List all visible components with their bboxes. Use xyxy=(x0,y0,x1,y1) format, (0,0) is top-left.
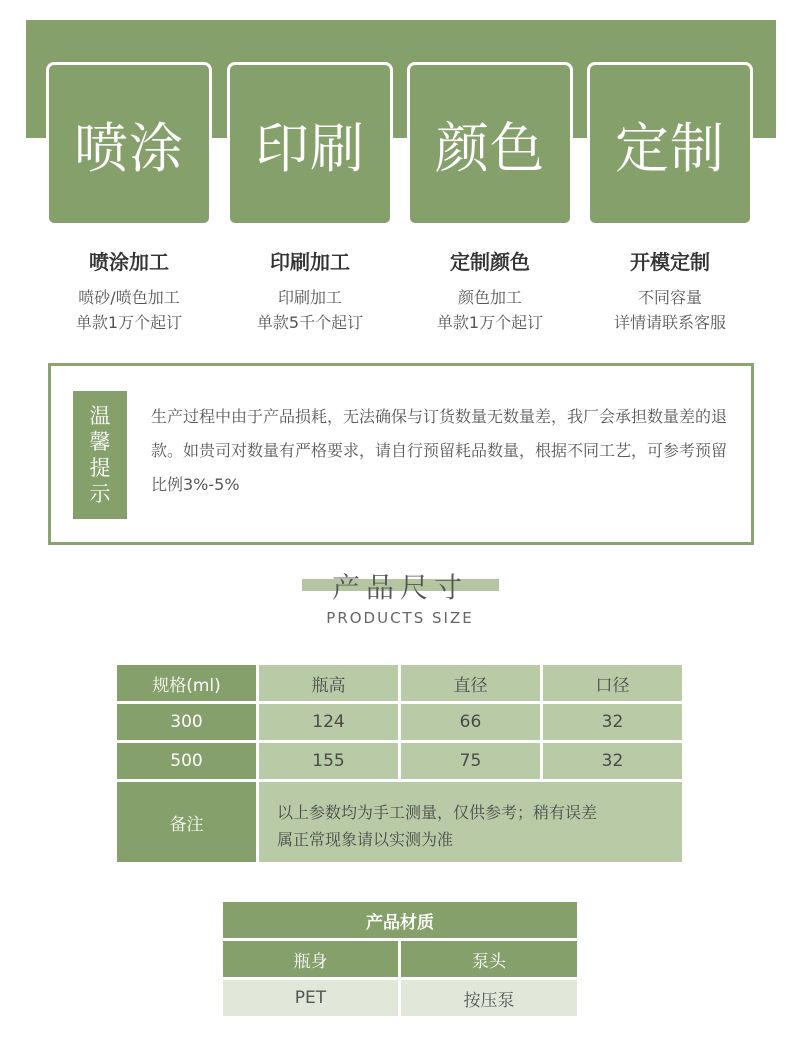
material-header-cell: 瓶身 xyxy=(223,941,398,977)
service-title: 开模定制 xyxy=(630,250,710,274)
service-card-color-label: 颜色 xyxy=(435,116,545,180)
material-value-cell: PET xyxy=(223,980,398,1016)
table-cell: 32 xyxy=(543,704,682,740)
service-card-custom-label: 定制 xyxy=(615,116,725,180)
table-note-line: 以上参数均为手工测量，仅供参考；稍有误差 xyxy=(277,803,598,822)
table-note-line: 属正常现象请以实测为准 xyxy=(277,830,454,849)
section-subtitle: PRODUCTS SIZE xyxy=(326,609,474,627)
service-desc-custom xyxy=(570,246,770,335)
material-value-cell: 按压泵 xyxy=(401,980,577,1016)
notice-tag-char: 馨 xyxy=(89,430,111,454)
table-header-cell: 直径 xyxy=(401,665,540,701)
table-cell: 155 xyxy=(259,743,398,779)
section-title: 产品尺寸 xyxy=(331,571,468,604)
material-header-cell: 泵头 xyxy=(401,941,577,977)
service-line: 喷砂/喷色加工 xyxy=(78,288,180,307)
table-cell: 66 xyxy=(401,704,540,740)
service-line: 详情请联系客服 xyxy=(613,313,726,332)
service-line: 单款1万个起订 xyxy=(436,313,544,332)
table-cell: 75 xyxy=(401,743,540,779)
notice-tag-char: 温 xyxy=(89,404,111,428)
service-line: 颜色加工 xyxy=(457,288,522,307)
table-row-label: 500 xyxy=(117,743,256,779)
notice-box xyxy=(48,363,754,545)
service-card-spray-label: 喷涂 xyxy=(74,116,184,180)
table-note xyxy=(259,782,682,862)
service-desc-spray xyxy=(29,246,229,335)
table-cell: 32 xyxy=(543,743,682,779)
table-header-cell: 口径 xyxy=(543,665,682,701)
notice-tag-char: 示 xyxy=(89,482,111,506)
service-card-spray xyxy=(46,62,212,226)
notice-tag-char: 提 xyxy=(89,456,111,480)
service-title: 定制颜色 xyxy=(450,250,530,274)
service-line: 单款1万个起订 xyxy=(75,313,183,332)
service-desc-print xyxy=(210,246,410,335)
service-title: 喷涂加工 xyxy=(89,250,169,274)
service-line: 印刷加工 xyxy=(277,288,342,307)
material-table-title: 产品材质 xyxy=(223,902,577,938)
service-line: 不同容量 xyxy=(637,288,702,307)
notice-text: 生产过程中由于产品损耗，无法确保与订货数量无数量差，我厂会承担数量差的退款。如贵司对数量有严格要求，请自行预留耗品数量，根据不同工艺，可参考预留比例3%-5% xyxy=(151,407,728,494)
table-cell: 124 xyxy=(259,704,398,740)
service-card-custom xyxy=(587,62,753,226)
table-note-label: 备注 xyxy=(117,782,256,862)
service-line: 单款5千个起订 xyxy=(256,313,364,332)
service-card-print-label: 印刷 xyxy=(255,116,365,180)
table-header-cell: 瓶高 xyxy=(259,665,398,701)
table-header-cell: 规格(ml) xyxy=(117,665,256,701)
service-desc-color xyxy=(390,246,590,335)
table-row-label: 300 xyxy=(117,704,256,740)
notice-tag xyxy=(73,391,127,519)
service-title: 印刷加工 xyxy=(270,250,350,274)
service-card-print xyxy=(227,62,393,226)
service-card-color xyxy=(407,62,573,226)
